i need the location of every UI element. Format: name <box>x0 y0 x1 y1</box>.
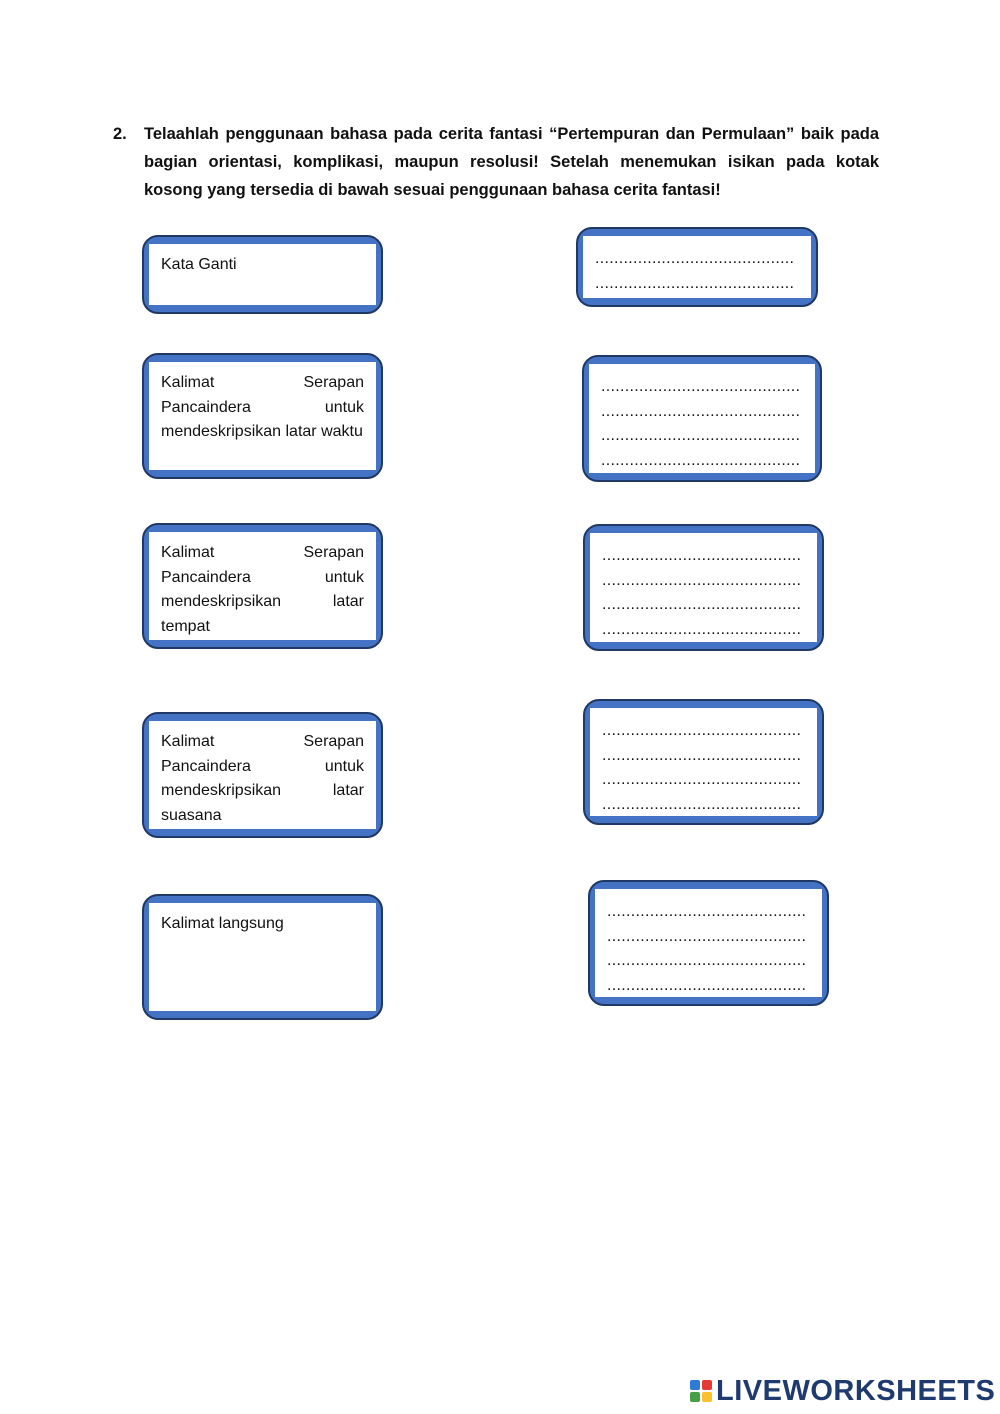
answer-box-2[interactable] <box>582 355 822 482</box>
label-box-kata-ganti <box>142 235 383 314</box>
answer-box-lines[interactable] <box>590 708 817 816</box>
logo-text: LIVEWORKSHEETS <box>716 1374 996 1407</box>
answer-dotted-line[interactable]: .......................................... <box>595 250 795 267</box>
answer-dotted-line[interactable]: .......................................... <box>602 771 802 788</box>
label-box-text: Kalimat langsung <box>149 903 376 1011</box>
answer-dotted-line[interactable]: .......................................... <box>602 571 802 589</box>
question-text: Telaahlah penggunaan bahasa pada cerita fantasi “Pertempuran dan Permulaan” baik pada bagian orientasi, komplikasi, maupun resolusi! Setelah menemukan isikan pada kotak kosong yang tersedia di bawah sesuai penggunaan bahasa cerita fantasi! <box>144 125 879 199</box>
liveworksheets-logo-icon <box>690 1380 712 1402</box>
answer-dotted-line[interactable]: .......................................... <box>602 746 802 764</box>
answer-box-lines[interactable] <box>589 364 815 473</box>
answer-dotted-line[interactable]: .......................................... <box>601 427 801 444</box>
answer-box-5[interactable] <box>588 880 829 1006</box>
answer-dotted-line[interactable]: .......................................... <box>601 378 801 395</box>
question-number: 2. <box>113 125 127 143</box>
answer-dotted-line[interactable]: .......................................... <box>607 952 807 969</box>
answer-dotted-line[interactable]: .......................................... <box>601 451 801 469</box>
label-box-text: Kalimat Serapan Pancaindera untuk mendeskripsikan latar tempat <box>149 532 376 640</box>
label-box-latar-waktu <box>142 353 383 479</box>
answer-box-lines[interactable] <box>590 533 817 642</box>
answer-dotted-line[interactable]: .......................................... <box>602 596 802 613</box>
answer-dotted-line[interactable]: .......................................... <box>595 274 795 292</box>
label-box-latar-tempat <box>142 523 383 649</box>
answer-box-4[interactable] <box>583 699 824 825</box>
answer-box-3[interactable] <box>583 524 824 651</box>
answer-dotted-line[interactable]: .......................................... <box>602 547 802 564</box>
question <box>113 120 879 204</box>
label-box-kalimat-langsung <box>142 894 383 1020</box>
answer-dotted-line[interactable]: .......................................... <box>602 722 802 739</box>
label-box-text: Kalimat Serapan Pancaindera untuk mendeskripsikan latar suasana <box>149 721 376 829</box>
liveworksheets-logo <box>690 1374 995 1408</box>
answer-dotted-line[interactable]: .......................................... <box>607 976 807 994</box>
answer-dotted-line[interactable]: .......................................... <box>607 927 807 945</box>
answer-box-lines[interactable] <box>595 889 822 997</box>
answer-box-1[interactable] <box>576 227 818 307</box>
answer-box-lines[interactable] <box>583 236 811 298</box>
answer-dotted-line[interactable]: .......................................... <box>607 903 807 920</box>
answer-dotted-line[interactable]: .......................................... <box>601 402 801 420</box>
label-box-text: Kata Ganti <box>149 244 376 305</box>
answer-dotted-line[interactable]: .......................................... <box>602 620 802 638</box>
answer-dotted-line[interactable]: .......................................... <box>602 795 802 813</box>
label-box-latar-suasana <box>142 712 383 838</box>
label-box-text: Kalimat Serapan Pancaindera untuk mendeskripsikan latar waktu <box>149 362 376 470</box>
